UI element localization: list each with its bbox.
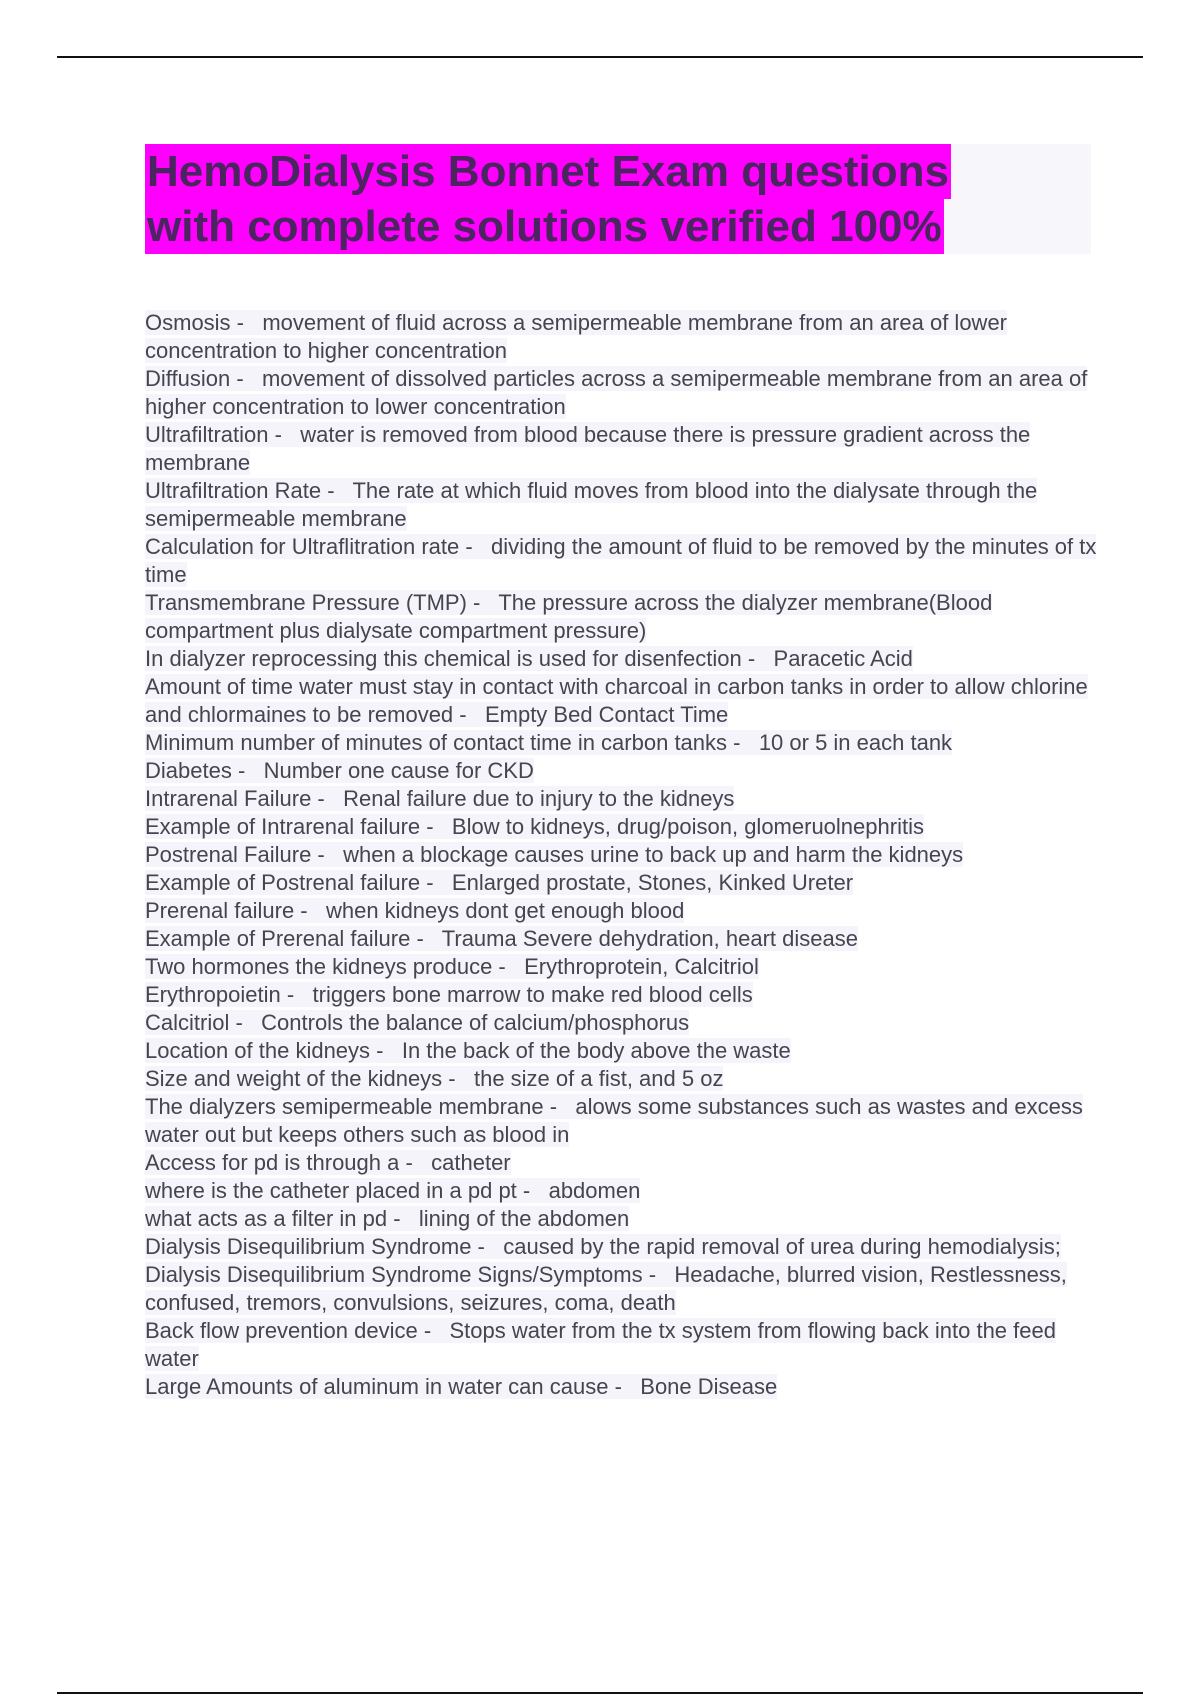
- entry-separator: -: [311, 786, 344, 811]
- entry-separator: -: [370, 1038, 402, 1063]
- entry-term: The dialyzers semipermeable membrane: [145, 1094, 544, 1119]
- entry-separator: -: [466, 590, 499, 615]
- entry-term: Dialysis Disequilibrium Syndrome Signs/Symptoms: [145, 1262, 643, 1287]
- entry-answer: when a blockage causes urine to back up and harm the kidneys: [343, 842, 964, 867]
- entry-separator: -: [442, 1066, 474, 1091]
- flashcard-entry: [145, 645, 1097, 673]
- flashcard-entry: [145, 1317, 1097, 1373]
- flashcard-entry: [145, 1093, 1097, 1149]
- flashcard-entry: [145, 1177, 1097, 1205]
- entry-answer: Headache, blurred vision, Restlessness, confused, tremors, convulsions, seizures, coma, death: [145, 1262, 1067, 1315]
- entry-answer: Renal failure due to injury to the kidneys: [343, 786, 735, 811]
- entry-separator: -: [230, 366, 262, 391]
- flashcard-entry: [145, 533, 1097, 589]
- flashcard-entry: [145, 1009, 1097, 1037]
- entry-separator: -: [420, 814, 452, 839]
- entry-text: [145, 1150, 511, 1175]
- flashcard-entry: [145, 813, 1097, 841]
- entry-term: Diffusion: [145, 366, 231, 391]
- entry-term: Back flow prevention device: [145, 1318, 418, 1343]
- entry-separator: -: [229, 1010, 262, 1035]
- entry-answer: 10 or 5 in each tank: [758, 730, 953, 755]
- entry-text: [145, 1318, 1056, 1371]
- entry-text: [145, 730, 952, 755]
- entry-answer: when kidneys dont get enough blood: [325, 898, 685, 923]
- flashcard-entry: [145, 1373, 1097, 1401]
- entry-separator: -: [642, 1262, 675, 1287]
- entry-term: Prerenal failure: [145, 898, 295, 923]
- entry-term: Osmosis: [145, 310, 231, 335]
- entry-separator: -: [410, 926, 442, 951]
- flashcard-entry: [145, 981, 1097, 1009]
- entry-answer: caused by the rapid removal of urea during hemodialysis;: [503, 1234, 1061, 1259]
- entry-text: [145, 1374, 777, 1399]
- entry-term: Large Amounts of aluminum in water can cause: [145, 1374, 609, 1399]
- flashcard-entry: [145, 1037, 1097, 1065]
- entry-answer: The pressure across the dialyzer membrane(Blood compartment plus dialysate compartment pressure): [145, 590, 993, 643]
- document-title: [145, 144, 1091, 254]
- flashcard-entry: [145, 1233, 1097, 1261]
- entry-term: Diabetes: [145, 758, 232, 783]
- entry-term: In dialyzer reprocessing this chemical is used for disenfection: [145, 646, 742, 671]
- entry-answer: Trauma Severe dehydration, heart disease: [441, 926, 858, 951]
- entry-separator: -: [608, 1374, 641, 1399]
- flashcard-entry: [145, 785, 1097, 813]
- entry-separator: -: [420, 870, 452, 895]
- entry-separator: -: [230, 310, 263, 335]
- entry-answer: alows some substances such as wastes and excess water out but keeps others such as blood in: [145, 1094, 1083, 1147]
- flashcard-list: [145, 309, 1097, 1401]
- entry-term: Erythropoietin: [145, 982, 281, 1007]
- entry-answer: The rate at which fluid moves from blood into the dialysate through the semipermeable membrane: [145, 478, 1038, 531]
- entry-answer: Controls the balance of calcium/phosphorus: [261, 1010, 690, 1035]
- entry-separator: -: [727, 730, 759, 755]
- entry-answer: Enlarged prostate, Stones, Kinked Ureter: [451, 870, 854, 895]
- flashcard-entry: [145, 673, 1097, 729]
- entry-term: Two hormones the kidneys produce: [145, 954, 493, 979]
- entry-text: [145, 954, 759, 979]
- entry-separator: -: [543, 1094, 576, 1119]
- flashcard-entry: [145, 757, 1097, 785]
- entry-text: [145, 982, 753, 1007]
- entry-text: [145, 842, 963, 867]
- flashcard-entry: [145, 841, 1097, 869]
- entry-term: Example of Prerenal failure: [145, 926, 411, 951]
- entry-term: Calculation for Ultraflitration rate: [145, 534, 460, 559]
- entry-separator: -: [459, 534, 492, 559]
- entry-text: [145, 674, 1088, 727]
- entry-text: [145, 870, 853, 895]
- entry-text: [145, 646, 913, 671]
- entry-separator: -: [516, 1178, 549, 1203]
- flashcard-entry: [145, 309, 1097, 365]
- entry-answer: Blow to kidneys, drug/poison, glomeruolnephritis: [451, 814, 924, 839]
- entry-term: Example of Intrarenal failure: [145, 814, 421, 839]
- entry-text: [145, 1010, 689, 1035]
- entry-text: [145, 786, 734, 811]
- entry-separator: -: [741, 646, 774, 671]
- entry-answer: lining of the abdomen: [418, 1206, 630, 1231]
- entry-separator: -: [492, 954, 525, 979]
- entry-term: Ultrafiltration: [145, 422, 269, 447]
- entry-term: Calcitriol: [145, 1010, 230, 1035]
- entry-answer: Stops water from the tx system from flowing back into the feed water: [145, 1318, 1056, 1371]
- entry-term: Minimum number of minutes of contact time in carbon tanks: [145, 730, 728, 755]
- entry-term: where is the catheter placed in a pd pt: [145, 1178, 517, 1203]
- entry-term: Example of Postrenal failure: [145, 870, 421, 895]
- flashcard-entry: [145, 925, 1097, 953]
- entry-answer: In the back of the body above the waste: [401, 1038, 791, 1063]
- flashcard-entry: [145, 869, 1097, 897]
- entry-term: what acts as a filter in pd: [145, 1206, 388, 1231]
- entry-separator: -: [268, 422, 301, 447]
- flashcard-entry: [145, 897, 1097, 925]
- entry-term: Ultrafiltration Rate: [145, 478, 322, 503]
- entry-term: Postrenal Failure: [145, 842, 312, 867]
- entry-answer: catheter: [431, 1150, 511, 1175]
- entry-text: [145, 366, 1087, 419]
- entry-answer: Bone Disease: [640, 1374, 778, 1399]
- entry-answer: dividing the amount of fluid to be removed by the minutes of tx time: [145, 534, 1097, 587]
- entry-text: [145, 310, 1007, 363]
- entry-text: [145, 478, 1037, 531]
- entry-term: Location of the kidneys: [145, 1038, 371, 1063]
- entry-text: [145, 590, 992, 643]
- flashcard-entry: [145, 1205, 1097, 1233]
- entry-answer: Number one cause for CKD: [263, 758, 534, 783]
- flashcard-entry: [145, 1261, 1097, 1317]
- flashcard-entry: [145, 729, 1097, 757]
- entry-term: Transmembrane Pressure (TMP): [145, 590, 467, 615]
- entry-separator: -: [399, 1150, 432, 1175]
- entry-text: [145, 814, 924, 839]
- entry-separator: -: [311, 842, 344, 867]
- entry-text: [145, 534, 1096, 587]
- entry-term: Intrarenal Failure: [145, 786, 312, 811]
- entry-answer: Erythroprotein, Calcitriol: [524, 954, 759, 979]
- entry-text: [145, 1094, 1083, 1147]
- entry-term: Access for pd is through a: [145, 1150, 400, 1175]
- entry-separator: -: [417, 1318, 450, 1343]
- top-rule: [57, 56, 1143, 58]
- entry-separator: -: [471, 1234, 504, 1259]
- flashcard-entry: [145, 1149, 1097, 1177]
- flashcard-entry: [145, 365, 1097, 421]
- entry-answer: water is removed from blood because there is pressure gradient across the membrane: [145, 422, 1031, 475]
- entry-separator: -: [231, 758, 264, 783]
- flashcard-entry: [145, 953, 1097, 981]
- flashcard-entry: [145, 421, 1097, 477]
- flashcard-entry: [145, 1065, 1097, 1093]
- entry-text: [145, 1206, 629, 1231]
- entry-text: [145, 1262, 1067, 1315]
- bottom-rule: [57, 1692, 1143, 1694]
- entry-text: [145, 422, 1030, 475]
- entry-text: [145, 1038, 791, 1063]
- entry-answer: the size of a fist, and 5 oz: [473, 1066, 724, 1091]
- entry-answer: Paracetic Acid: [773, 646, 913, 671]
- entry-text: [145, 1178, 640, 1203]
- entry-answer: abdomen: [548, 1178, 641, 1203]
- entry-text: [145, 758, 534, 783]
- entry-text: [145, 1234, 1061, 1259]
- entry-separator: -: [387, 1206, 419, 1231]
- entry-answer: triggers bone marrow to make red blood cells: [312, 982, 753, 1007]
- entry-answer: movement of dissolved particles across a semipermeable membrane from an area of higher concentration to lower concentration: [145, 366, 1088, 419]
- entry-separator: -: [321, 478, 353, 503]
- flashcard-entry: [145, 477, 1097, 533]
- title-line-2: with complete solutions verified 100%: [145, 199, 944, 254]
- entry-answer: movement of fluid across a semipermeable membrane from an area of lower concentration to higher concentration: [145, 310, 1008, 363]
- entry-text: [145, 926, 858, 951]
- entry-term: Amount of time water must stay in contact with charcoal in carbon tanks in order to allow chlorine and chlormaines to be removed: [145, 674, 1088, 727]
- flashcard-entry: [145, 589, 1097, 645]
- entry-term: Size and weight of the kidneys: [145, 1066, 443, 1091]
- entry-separator: -: [280, 982, 313, 1007]
- entry-answer: Empty Bed Contact Time: [484, 702, 729, 727]
- title-line-1: HemoDialysis Bonnet Exam questions: [145, 144, 951, 199]
- entry-text: [145, 898, 684, 923]
- entry-text: [145, 1066, 723, 1091]
- entry-separator: -: [294, 898, 326, 923]
- entry-term: Dialysis Disequilibrium Syndrome: [145, 1234, 472, 1259]
- entry-separator: -: [453, 702, 485, 727]
